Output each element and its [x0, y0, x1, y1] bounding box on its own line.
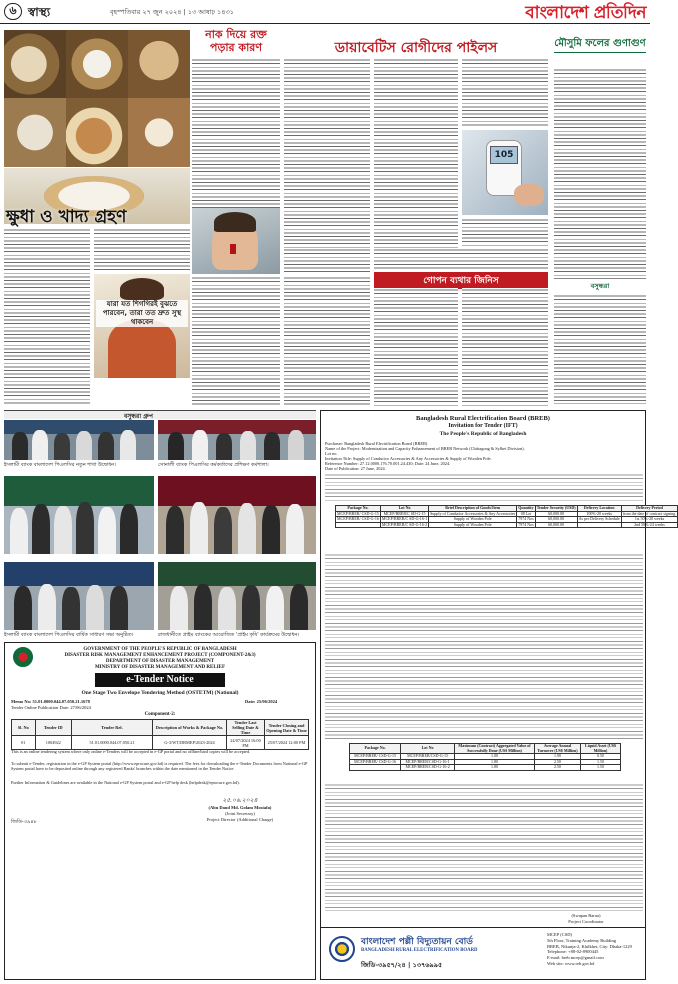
breb-qualification-table: Package No. Lot No Maximum (Contract) Aggregated Value of Successfully Done (US$ Million) Average Annual Turnover (US$ Million) Liquid Asset (US$ Million) MCEP/BREB/ CSD-G-15 MCEP/BREB/CSD-G-15 1.00 1.90 0.50 MCEP/BREB/ CSD-G-16 MCEP/BREB/CSD-G-16-1 1.80 2.50 1.50 MCEP/BREB/CSD-G-16-2 1.80 2.50 1.50 [349, 743, 621, 771]
breb-purchaser: Purchaser: Bangladesh Rural Electrification Board (BREB) [325, 441, 428, 446]
caption-right: রাজধানীতে প্রাইম ব্যাংকের আয়োজিত 'প্রাইম কৃষি' কার্যক্রমের উদ্বোধন। [158, 632, 300, 638]
breb-republic: The People's Republic of Bangladesh [439, 431, 527, 437]
strip-caption-left: ইসলামী ব্যাংক বাংলাদেশ পিএলসির নতুন শাখা উদ্বোধন। [4, 462, 116, 468]
diabetes-col-3 [462, 58, 548, 128]
page-header [0, 0, 650, 24]
nose-bleed-title: নাক দিয়ে রক্ত পড়ার কারণ [205, 28, 267, 54]
etender-publication: Tender Online Publication Date: 27/06/2024 [11, 705, 91, 710]
th-lot: Lot No [380, 506, 428, 512]
contact-line: MCEP (CSD) [547, 932, 572, 937]
breb-footer [321, 927, 645, 979]
diabetes-col-1 [284, 58, 370, 248]
etender-title: e-Tender Notice [126, 674, 194, 685]
diabetes-article-title: ডায়াবেটিস রোগীদের পাইলস [334, 40, 498, 56]
diabetes-continued-text [374, 248, 548, 270]
breb-signer: (Swapan Barua) [571, 913, 601, 918]
hunger-article-title: ক্ষুধা ও খাদ্য গ্রহণ [6, 207, 127, 227]
brand-banner [554, 278, 646, 290]
ceremony-photo-right [158, 562, 316, 630]
strip-photo-right [158, 420, 316, 460]
etender-signer-role: Project Director (Additional Charge) [206, 817, 274, 822]
breb-lot: Lot no. [325, 451, 338, 456]
etender-subtitle: One Stage Two Envelope Tendering Method (OSTETM) (National) [81, 690, 239, 696]
breb-invitation-title: Invitation Title: Supply of Conductor Accessories & Any Accessories & Supply of Wooden Pole. [325, 456, 492, 461]
etender-gov: GOVERNMENT OF THE PEOPLE'S REPUBLIC OF BANGLADESH [83, 647, 237, 652]
corporate-strip-header [4, 410, 316, 419]
etender-project: DISASTER RISK MANAGEMENT ENHANCEMENT PROJECT (COMPONENT-2&3) [64, 653, 256, 658]
table-row: MCEP/BREB/CSD-G-16-2 1.80 2.50 1.50 [350, 765, 621, 771]
etender-note-3: Further Information & Guidelines are available in the National e-GP System portal and e-GP help desk (helpdesk@eprocure.gov.bd). [11, 780, 240, 785]
ceremony-photo-left [4, 562, 154, 630]
breb-footer-name: বাংলাদেশ পল্লী বিদ্যুতায়ন বোর্ড [361, 937, 473, 947]
diabetes-body-lower-1 [284, 248, 370, 274]
diabetes-col-3b [462, 218, 548, 248]
etender-table: Sl. No Tender ID Tender Ref. Description of Works & Package No. Tender Last Selling Date & Time Tender Closing and Opening Date & Time 01 1004922 51.01.0000.044.07.050.21 G-3/WT/DRMEP/2023-2024 24/07/2024 16:00 PM 25/07/2024 12:00 PM [11, 719, 309, 750]
breb-footer-ref: জিডি-৩৯৫৭/২৪ | ১৩৭৬৯৯৫ [361, 961, 443, 969]
breb-package-table [335, 505, 678, 528]
child-nosebleed-photo [192, 208, 280, 274]
etender-dept: DEPARTMENT OF DISASTER MANAGEMENT [105, 659, 215, 664]
bank-agm-photo [4, 476, 154, 554]
th-description: Brief Description of Goods/Item [429, 506, 517, 512]
prime-krishi-photo [158, 476, 316, 554]
etender-ministry: MINISTRY OF DISASTER MANAGEMENT AND RELIEF [94, 665, 226, 670]
breb-project: Name of the Project: Modernization and Capacity Enhancement of BREB Network (Chittagong & Sylhet Division). [325, 446, 525, 451]
nose-bleed-body-text [192, 58, 280, 208]
fruit-col-text [554, 68, 646, 276]
breb-tender-notice [320, 410, 677, 980]
gallbladder-col-1 [284, 276, 370, 406]
etender-note-1: This is an online tendering system where only online e-Tenders will be accepted in e-GP portal and no offline/hard copies will be accepted. [11, 749, 251, 754]
masthead: বাংলাদেশ প্রতিদিন [525, 3, 646, 23]
th-period: Delivery Period [621, 506, 677, 512]
etender-date: Date: 25/06/2024 [245, 699, 278, 704]
gov-seal-icon [13, 647, 33, 667]
fruit-article-title: মৌসুমি ফলের গুণাগুণ [554, 38, 646, 53]
fruit-col-text-2 [554, 294, 646, 404]
table-row: MCEP/BREB/ CSD-G-15 MCEP/BREB/C SD-G-15 Supply of Conductor Accessories & Any Accessories 08 Lot 60,000.00 100%-20 weeks from the date of contract signing. [337, 510, 677, 516]
breb-reference: Reference Number: 27.12.0000.176.70.001.24.430; Date: 24 June, 2024. [325, 461, 451, 466]
breb-contact [547, 932, 643, 967]
breb-logo-icon [329, 936, 355, 962]
food-collage-photo [4, 30, 190, 167]
etender-notice [4, 642, 316, 980]
etender-signer-title: (Joint Secretary) [225, 811, 255, 816]
strip-caption-right: সোনালী ব্যাংক পিএলসির কর্মকর্তাদের প্রশিক্ষণ কর্মশালা। [158, 462, 269, 468]
glucometer-display: 105 [490, 146, 518, 164]
th-quantity: Quantity [518, 505, 534, 510]
etender-signer: (Abu Daud Md. Golam Mostafa) [208, 805, 272, 810]
breb-publication-date: Date of Publication: 27 June, 2024. [325, 466, 386, 471]
table-row: 01 1004922 51.01.0000.044.07.050.21 G-3/WT/DRMEP/2023-2024 24/07/2024 16:00 PM 25/07/2024 12:00 PM [12, 736, 309, 750]
th-location: Delivery Location [577, 506, 621, 512]
caption-left: ইসলামী ব্যাংক বাংলাদেশ পিএলসির বার্ষিক সাধারণ সভা অনুষ্ঠিত। [4, 632, 134, 638]
diabetes-col-2 [374, 58, 458, 248]
page-number-badge: ৬ [4, 3, 22, 20]
table-row: MCEP/BREB/ CSD-G-16 MCEP/BREB/CSD-G-16-1 1.80 2.50 1.50 [350, 759, 621, 765]
table-row: MCEP/BREB/ CSD-G-16 MCEP/BREB/C SD-G-16-1 Supply of Wooden Pole 7974 Nos 60,000.00 As per Delivery Schedule 1st 50%-20 weeks [336, 517, 678, 523]
strip-brand: বসুন্ধরা গ্রুপ [124, 413, 153, 420]
gallbladder-col-2 [374, 288, 458, 406]
section-title: স্বাস্থ্য [28, 5, 51, 19]
contact-line: BREB, Nikunja-2, Khilkhet, City: Dhaka-1229 [547, 943, 632, 949]
pull-quote: যারা যত শিগগিরই বুঝতে পারবেন, তারা তত দ্রুত সুস্থ থাকবেন [96, 300, 188, 327]
etender-sign-date: ২৫.০৬.২০২৪ [222, 797, 258, 804]
gallbladder-col-3 [462, 288, 548, 406]
contact-email: E-mail: breb.mcep@gmail.com [547, 955, 604, 961]
contact-line: 5th Floor, Training Academy Building [547, 937, 616, 943]
th-security: Tender Security (USD) [536, 505, 576, 510]
breb-org-name: Bangladesh Rural Electrification Board (BREB) [416, 415, 550, 422]
strip-photo-left [4, 420, 154, 460]
etender-component: Component-2: [144, 712, 176, 717]
breb-ift-heading: Invitation for Tender (IFT) [448, 423, 518, 429]
hunger-col-1 [4, 228, 90, 406]
etender-ref: জিডি-৩৯৪৮ [11, 819, 37, 825]
breb-signer-title: Project Coordinator [568, 919, 604, 924]
gallbladder-article-title: গোপন ব্যথার জিনিস [374, 272, 548, 289]
hunger-col-2 [94, 228, 190, 272]
table-row: MCEP/BREB/C SD-G-16-2 Supply of Wooden Pole 7974 Nos 60,000.00 2nd 50%-24 weeks [336, 522, 678, 528]
etender-title-bar [95, 673, 225, 687]
dateline: বৃহস্পতিবার ২৭ জুন ২০২৪ | ১৩ আষাঢ় ১৪৩১ [110, 8, 234, 16]
table-row: MCEP/BREB/ CSD-G-15 MCEP/BREB/CSD-G-15 1.00 1.90 0.50 [350, 754, 621, 760]
th-package: Package No. [336, 506, 381, 512]
breb-clauses-3 [325, 783, 643, 911]
brand-logo-text: বসুন্ধরা [590, 282, 610, 290]
breb-footer-name-en: BANGLADESH RURAL ELECTRIFICATION BOARD [361, 948, 478, 953]
breb-clauses-2 [325, 553, 643, 739]
glucometer-photo [462, 130, 548, 215]
etender-note-2: To submit e-Tender, registration in the e-GP System portal (http://www.eprocure.gov.bd) is required. The fees for downloading the e-Tender Documents from National e-GP System portal have to be deposited online through any registered Banks' branches within the date mentioned in the Tender Notice. [11, 761, 308, 772]
contact-website: Web site: www.reb.gov.bd [547, 960, 595, 966]
contact-line: Telephone: +88-02-8900445 [547, 949, 599, 955]
etender-memo: Memo No: 51.01.0000.044.07.050.21.1678 [11, 699, 90, 704]
nose-bleed-body-text-2 [192, 276, 280, 406]
breb-clauses-1 [325, 473, 643, 501]
